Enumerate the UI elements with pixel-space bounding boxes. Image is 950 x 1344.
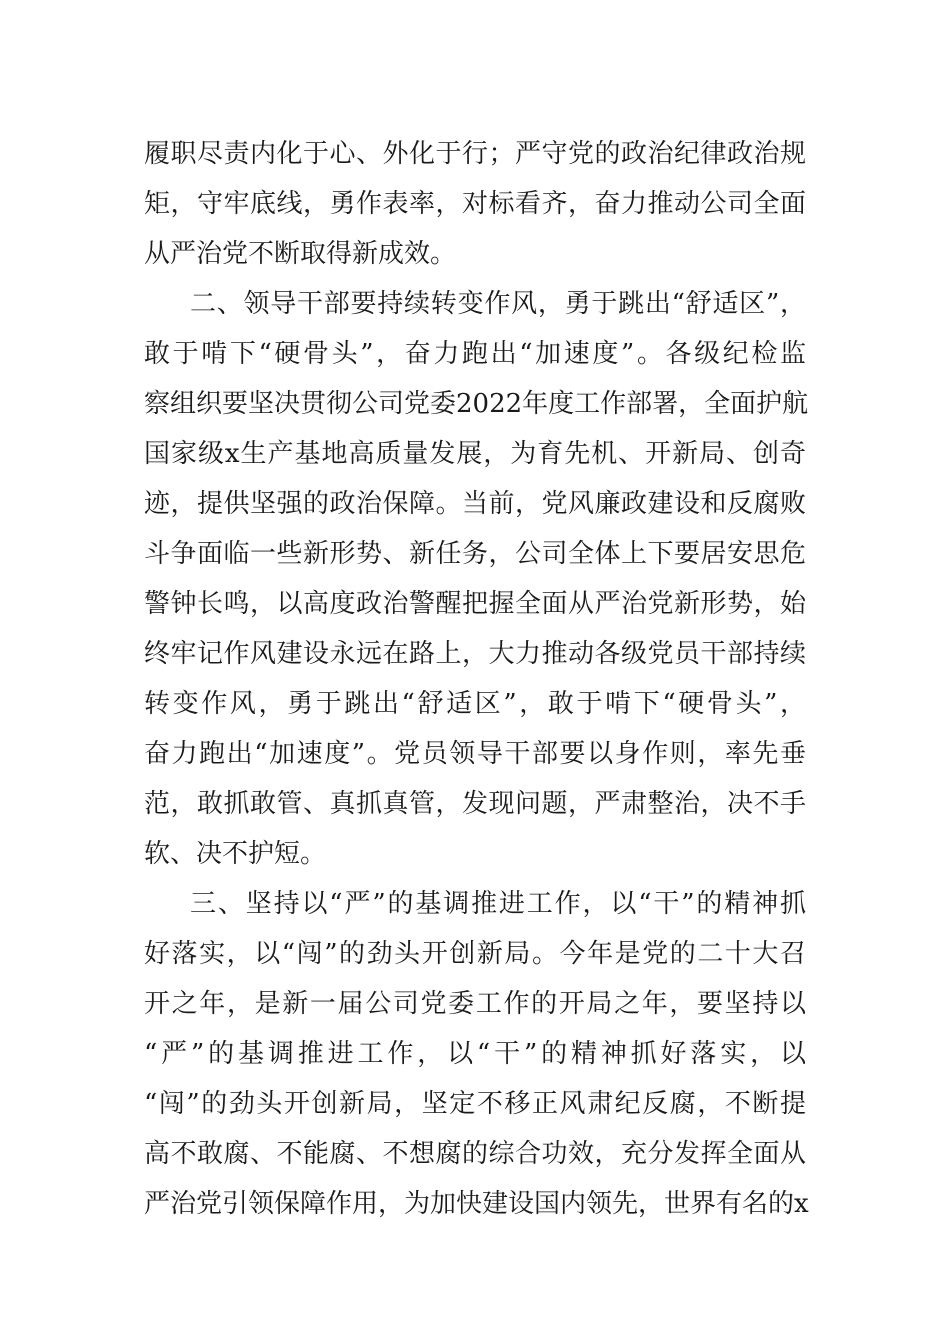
text-line: 终牢记作风建设永远在路上，大力推动各级党员干部持续 xyxy=(144,639,806,669)
text-line: 奋力跑出“加速度”。党员领导干部要以身作则，率先垂 xyxy=(144,739,806,769)
paragraph-heading-line: 二、领导干部要持续转变作风，勇于跳出“舒适区”， xyxy=(190,289,806,319)
text-line: 警钟长鸣，以高度政治警醒把握全面从严治党新形势，始 xyxy=(144,589,806,619)
text-line: “严”的基调推进工作，以“干”的精神抓好落实，以 xyxy=(144,1039,806,1069)
text-line: 范，敢抓敢管、真抓真管，发现问题，严肃整治，决不手 xyxy=(144,789,806,819)
paragraph-heading-line: 三、坚持以“严”的基调推进工作，以“干”的精神抓 xyxy=(190,889,806,919)
text-line: 从严治党不断取得新成效。 xyxy=(144,239,457,269)
text-line: 国家级x生产基地高质量发展，为育先机、开新局、创奇 xyxy=(144,439,806,469)
text-line: 转变作风，勇于跳出“舒适区”，敢于啃下“硬骨头”， xyxy=(144,689,806,719)
text-line: 严治党引领保障作用，为加快建设国内领先，世界有名的x xyxy=(144,1189,809,1219)
text-line: 敢于啃下“硬骨头”，奋力跑出“加速度”。各级纪检监 xyxy=(144,339,806,369)
text-line: 察组织要坚决贯彻公司党委2022年度工作部署，全面护航 xyxy=(144,389,809,419)
text-line: 软、决不护短。 xyxy=(144,839,327,869)
text-line: 迹，提供坚强的政治保障。当前，党风廉政建设和反腐败 xyxy=(144,489,806,519)
text-line: 履职尽责内化于心、外化于行；严守党的政治纪律政治规 xyxy=(144,139,806,169)
text-line: 矩，守牢底线，勇作表率，对标看齐，奋力推动公司全面 xyxy=(144,189,806,219)
text-line: 好落实，以“闯”的劲头开创新局。今年是党的二十大召 xyxy=(144,939,806,969)
text-line: “闯”的劲头开创新局，坚定不移正风肃纪反腐，不断提 xyxy=(144,1089,806,1119)
text-line: 斗争面临一些新形势、新任务，公司全体上下要居安思危 xyxy=(144,539,806,569)
text-line: 高不敢腐、不能腐、不想腐的综合功效，充分发挥全面从 xyxy=(144,1139,806,1169)
text-line: 开之年，是新一届公司党委工作的开局之年，要坚持以 xyxy=(144,989,806,1019)
